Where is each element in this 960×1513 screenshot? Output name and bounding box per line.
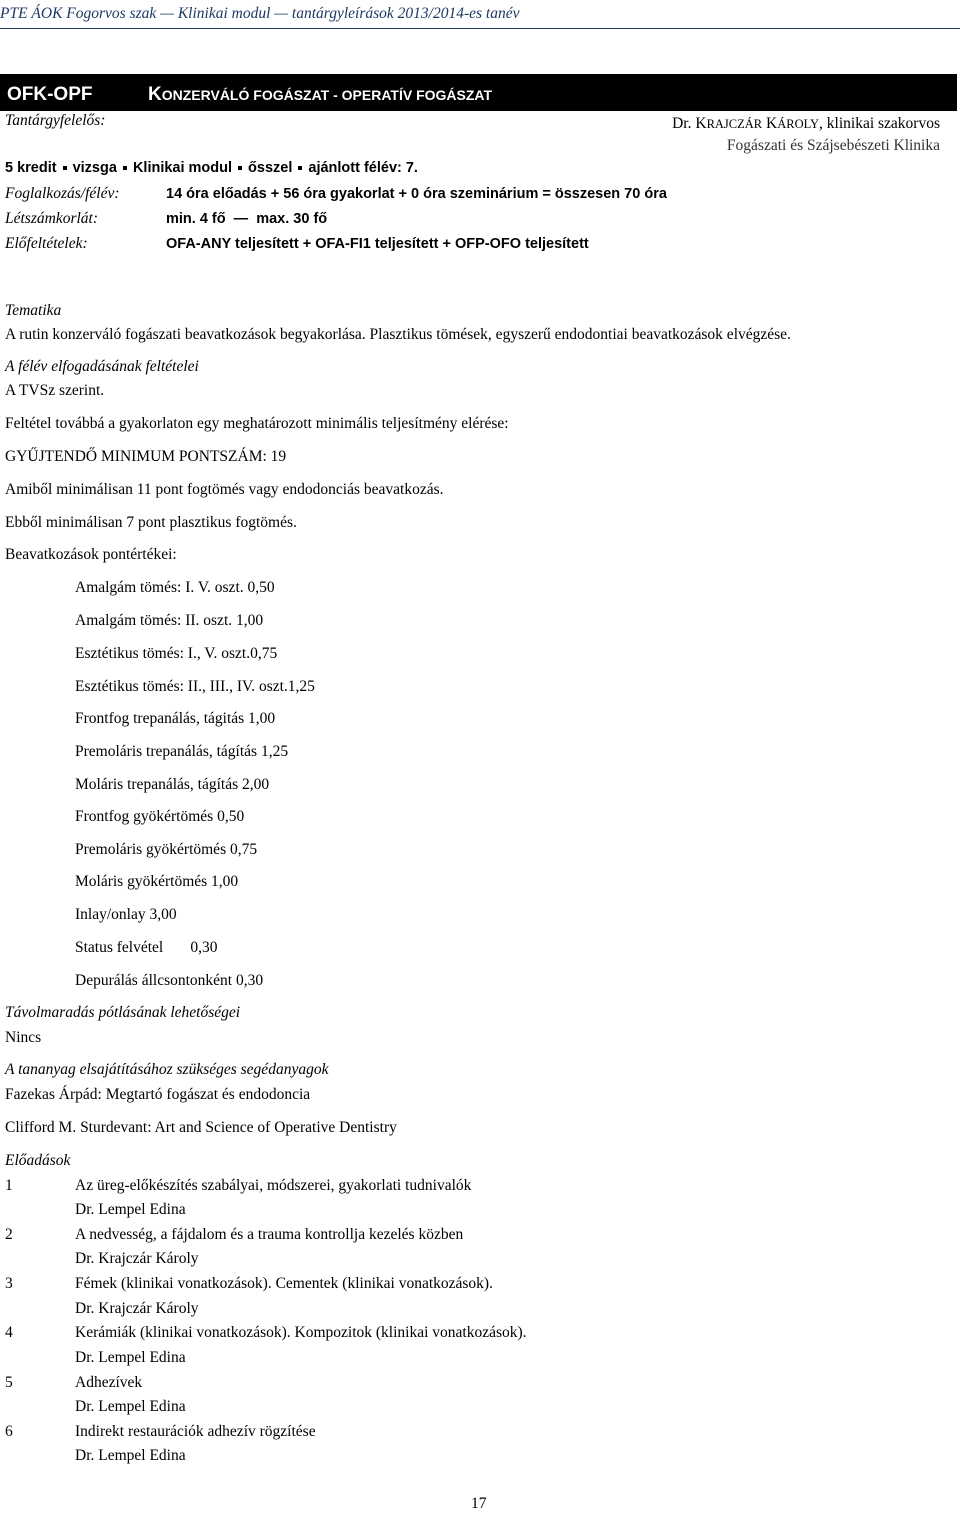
lecture-number: 1 — [5, 1177, 13, 1194]
lecture-title: Indirekt restaurációk adhezív rögzítése — [75, 1423, 316, 1440]
responsible-k: K — [695, 115, 707, 132]
page-number: 17 — [471, 1495, 487, 1512]
responsible-title: , klinikai szakorvos — [819, 115, 940, 132]
course-title-rest: ONZERVÁLÓ FOGÁSZAT - OPERATÍV FOGÁSZAT — [161, 87, 493, 103]
acceptance-line: A TVSz szerint. — [5, 382, 105, 399]
points-item: Moláris gyökértömés 1,00 — [75, 873, 239, 890]
recommended-semester: ajánlott félév: 7. — [308, 160, 418, 176]
lecture-title: Adhezívek — [75, 1374, 143, 1391]
absence-title: Távolmaradás pótlásának lehetőségei — [5, 1004, 241, 1021]
thematic-text: A rutin konzerváló fogászati beavatkozások begyakorlása. Plasztikus tömések, egyszerű endodontiai beavatkozások elvégzése. — [5, 326, 791, 343]
lecture-lecturer: Dr. Lempel Edina — [75, 1201, 186, 1218]
bullet — [298, 166, 302, 170]
prereq-value: OFA-ANY teljesített + OFA-FI1 teljesített + OFP-OFO teljesített — [166, 236, 589, 252]
responsible-block — [672, 113, 940, 156]
acceptance-title: A félév elfogadásának feltételei — [5, 358, 199, 375]
points-item: Frontfog trepanálás, tágitás 1,00 — [75, 710, 276, 727]
bullet — [123, 166, 127, 170]
points-item: Depurálás állcsontonként 0,30 — [75, 972, 264, 989]
course-title-initial: K — [148, 84, 162, 105]
points-item: Moláris trepanálás, tágítás 2,00 — [75, 776, 270, 793]
points-item: Inlay/onlay 3,00 — [75, 906, 177, 923]
responsible-label: Tantárgyfelelős: — [5, 112, 106, 129]
lecture-lecturer: Dr. Krajczár Károly — [75, 1300, 199, 1317]
points-item: Esztétikus tömés: II., III., IV. oszt.1,25 — [75, 678, 315, 695]
limit-label: Létszámkorlát: — [5, 210, 98, 227]
exam-type: vizsga — [72, 160, 117, 176]
clinic-name: Fogászati és Szájsebészeti Klinika — [726, 137, 940, 154]
header-divider — [0, 28, 960, 29]
running-header: PTE ÁOK Fogorvos szak — Klinikai modul — tantárgyleírások 2013/2014-es tanév — [0, 5, 520, 22]
lecture-lecturer: Dr. Krajczár Károly — [75, 1250, 199, 1267]
lecture-title: Kerámiák (klinikai vonatkozások). Kompozitok (klinikai vonatkozások). — [75, 1324, 527, 1341]
responsible-dr: Dr — [672, 115, 688, 132]
lecture-number: 5 — [5, 1374, 13, 1391]
points-item: Amalgám tömés: II. oszt. 1,00 — [75, 612, 264, 629]
lecture-lecturer: Dr. Lempel Edina — [75, 1349, 186, 1366]
prereq-label: Előfeltételek: — [5, 235, 88, 252]
sessions-value: 14 óra előadás + 56 óra gyakorlat + 0 óra szeminárium = összesen 70 óra — [166, 186, 667, 202]
credits-line — [5, 160, 418, 176]
credits: 5 kredit — [5, 160, 57, 176]
limit-value: min. 4 fő — max. 30 fő — [166, 211, 328, 227]
bullet — [238, 166, 242, 170]
sessions-label: Foglalkozás/félév: — [5, 185, 120, 202]
points-item: Premoláris trepanálás, tágítás 1,25 — [75, 743, 289, 760]
acceptance-line: Feltétel továbbá a gyakorlaton egy meghatározott minimális teljesítmény elérése: — [5, 415, 509, 432]
lecture-title: A nedvesség, a fájdalom és a trauma kontrollja kezelés közben — [75, 1226, 464, 1243]
points-item: Esztétikus tömés: I., V. oszt.0,75 — [75, 645, 278, 662]
acceptance-line: Amiből minimálisan 11 pont fogtömés vagy endodonciás beavatkozás. — [5, 481, 444, 498]
responsible-rajczar: RAJCZÁR — [706, 117, 763, 131]
thematic-title: Tematika — [5, 302, 62, 319]
points-item: Frontfog gyökértömés 0,50 — [75, 808, 245, 825]
absence-text: Nincs — [5, 1029, 42, 1046]
semester-season: ősszel — [248, 160, 293, 176]
acceptance-line: Beavatkozások pontértékei: — [5, 546, 177, 563]
lecture-number: 4 — [5, 1324, 13, 1341]
material-item: Clifford M. Sturdevant: Art and Science of Operative Dentistry — [5, 1119, 397, 1136]
lecture-number: 3 — [5, 1275, 13, 1292]
course-title — [148, 84, 492, 106]
lecture-lecturer: Dr. Lempel Edina — [75, 1398, 186, 1415]
course-title-bar — [0, 74, 957, 111]
material-item: Fazekas Árpád: Megtartó fogászat és endodoncia — [5, 1086, 311, 1103]
lecture-title: Az üreg-előkészítés szabályai, módszerei, gyakorlati tudnivalók — [75, 1177, 472, 1194]
module: Klinikai modul — [132, 160, 233, 176]
responsible-person — [672, 113, 940, 135]
bullet — [63, 166, 67, 170]
responsible-dot: . — [687, 115, 696, 132]
lecture-number: 6 — [5, 1423, 13, 1440]
materials-title: A tananyag elsajátításához szükséges segédanyagok — [5, 1061, 329, 1078]
lecture-lecturer: Dr. Lempel Edina — [75, 1447, 186, 1464]
lecture-title: Fémek (klinikai vonatkozások). Cementek (klinikai vonatkozások). — [75, 1275, 493, 1292]
lectures-title: Előadások — [5, 1152, 71, 1169]
course-code: OFK-OPF — [7, 84, 93, 105]
minimum-points: GYŰJTENDŐ MINIMUM PONTSZÁM: 19 — [5, 448, 287, 465]
points-item: Premoláris gyökértömés 0,75 — [75, 841, 258, 858]
acceptance-line: Ebből minimálisan 7 pont plasztikus fogtömés. — [5, 514, 297, 531]
points-item: Status felvétel 0,30 — [75, 939, 218, 956]
lecture-number: 2 — [5, 1226, 13, 1243]
responsible-k2: K — [766, 115, 778, 132]
responsible-aroly: ÁROLY — [777, 117, 820, 131]
points-item: Amalgám tömés: I. V. oszt. 0,50 — [75, 579, 275, 596]
